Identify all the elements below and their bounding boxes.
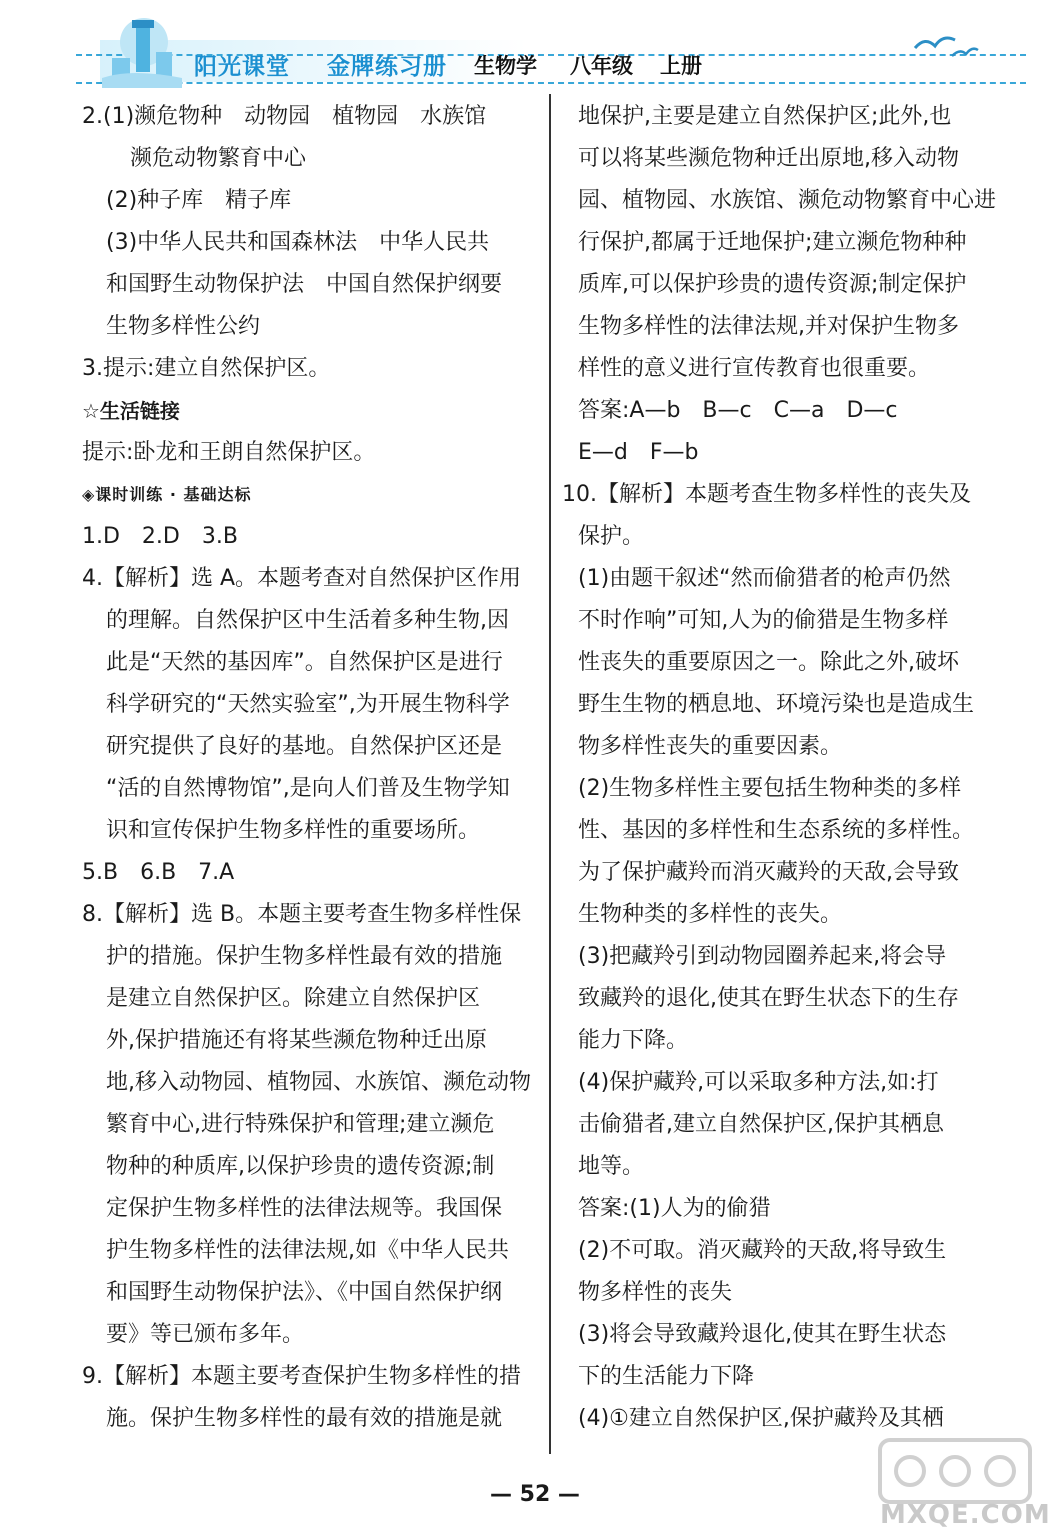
watermark-text: MXQE.COM: [880, 1500, 1051, 1530]
series-title: 金牌练习册: [327, 53, 447, 80]
left-text-line: 的理解。自然保护区中生活着多种生物,因: [106, 608, 509, 633]
right-text-line: 行保护,都属于迁地保护;建立濒危物种种: [578, 230, 967, 255]
left-text-line: 繁育中心,进行特殊保护和管理;建立濒危: [106, 1112, 495, 1137]
right-text-line: 地等。: [578, 1154, 645, 1179]
right-column: [562, 96, 1028, 1440]
right-text-line: E—d F—b: [578, 440, 699, 465]
left-text-line: 和国野生动物保护法 中国自然保护纲要: [106, 272, 503, 297]
left-text-line: 地,移入动物园、植物园、水族馆、濒危动物: [106, 1070, 531, 1095]
right-text-line: (4)①建立自然保护区,保护藏羚及其栖: [578, 1406, 944, 1431]
right-text-line: 能力下降。: [578, 1028, 689, 1053]
left-text-line: 濒危动物繁育中心: [130, 146, 307, 171]
right-text-line: 保护。: [578, 524, 645, 549]
right-text-line: 可以将某些濒危物种迁出原地,移入动物: [578, 146, 959, 171]
left-text-line: 8.【解析】选 B。本题主要考查生物多样性保: [82, 902, 522, 927]
left-text-line: 要》等已颁布多年。: [106, 1322, 305, 1347]
left-text-line: 护的措施。保护生物多样性最有效的措施: [106, 944, 503, 969]
right-text-line: 为了保护藏羚而消灭藏羚的天敌,会导致: [578, 860, 959, 885]
right-text-line: (2)生物多样性主要包括生物种类的多样: [578, 776, 962, 801]
right-text-line: 物多样性的丧失: [578, 1280, 733, 1305]
right-text-line: 地保护,主要是建立自然保护区;此外,也: [578, 104, 952, 129]
left-text-line: 5.B 6.B 7.A: [82, 860, 235, 885]
right-text-line: 园、植物园、水族馆、濒危动物繁育中心进: [578, 188, 997, 213]
brand-title: 阳光课堂: [194, 53, 290, 80]
page-header: [0, 0, 1052, 96]
lighthouse-logo-icon: [92, 8, 192, 88]
volume-label: 上册: [660, 54, 702, 78]
right-text-line: (4)保护藏羚,可以采取多种方法,如:打: [578, 1070, 939, 1095]
page-number: — 52 —: [490, 1482, 580, 1507]
right-text-line: 性丧失的重要原因之一。除此之外,破坏: [578, 650, 959, 675]
left-column: [82, 96, 532, 1440]
right-text-line: 10.【解析】本题考查生物多样性的丧失及: [562, 482, 971, 507]
left-text-line: 是建立自然保护区。除建立自然保护区: [106, 986, 481, 1011]
right-text-line: (1)由题干叙述“然而偷猎者的枪声仍然: [578, 566, 951, 591]
left-text-line: ☆生活链接: [82, 399, 180, 423]
right-text-line: 击偷猎者,建立自然保护区,保护其栖息: [578, 1112, 944, 1137]
right-text-line: 答案:(1)人为的偷猎: [578, 1196, 771, 1221]
left-text-line: 护生物多样性的法律法规,如《中华人民共: [106, 1238, 509, 1263]
left-text-line: 1.D 2.D 3.B: [82, 524, 238, 549]
birds-icon: [910, 26, 980, 66]
left-text-line: 提示:卧龙和王朗自然保护区。: [82, 440, 376, 465]
right-text-line: (3)把藏羚引到动物园圈养起来,将会导: [578, 944, 947, 969]
left-text-line: 科学研究的“天然实验室”,为开展生物科学: [106, 692, 510, 717]
left-text-line: “活的自然博物馆”,是向人们普及生物学知: [106, 776, 510, 801]
left-text-line: 4.【解析】选 A。本题考查对自然保护区作用: [82, 566, 522, 591]
column-divider: [549, 94, 551, 1454]
left-text-line: (3)中华人民共和国森林法 中华人民共: [106, 230, 490, 255]
left-text-line: 研究提供了良好的基地。自然保护区还是: [106, 734, 503, 759]
right-text-line: 生物种类的多样性的丧失。: [578, 902, 843, 927]
left-text-line: 此是“天然的基因库”。自然保护区是进行: [106, 650, 503, 675]
right-text-line: (3)将会导致藏羚退化,使其在野生状态: [578, 1322, 947, 1347]
left-text-line: 施。保护生物多样性的最有效的措施是就: [106, 1406, 503, 1431]
right-text-line: 样性的意义进行宣传教育也很重要。: [578, 356, 931, 381]
right-text-line: 物多样性丧失的重要因素。: [578, 734, 843, 759]
right-text-line: 不时作响”可知,人为的偷猎是生物多样: [578, 608, 949, 633]
subject-label: 生物学: [474, 54, 537, 78]
left-text-line: 2.(1)濒危物种 动物园 植物园 水族馆: [82, 104, 487, 129]
right-text-line: (2)不可取。消灭藏羚的天敌,将导致生: [578, 1238, 947, 1263]
right-text-line: 答案:A—b B—c C—a D—c: [578, 398, 898, 423]
right-text-line: 野生生物的栖息地、环境污染也是造成生: [578, 692, 975, 717]
grade-label: 八年级: [570, 54, 633, 78]
left-text-line: 定保护生物多样性的法律法规等。我国保: [106, 1196, 503, 1221]
left-text-line: 3.提示:建立自然保护区。: [82, 356, 331, 381]
left-text-line: (2)种子库 精子库: [106, 188, 292, 213]
left-text-line: 9.【解析】本题主要考查保护生物多样性的措: [82, 1364, 521, 1389]
left-text-line: 和国野生动物保护法》、《中国自然保护纲: [106, 1280, 503, 1305]
right-text-line: 致藏羚的退化,使其在野生状态下的生存: [578, 986, 959, 1011]
right-text-line: 下的生活能力下降: [578, 1364, 755, 1389]
right-text-line: 质库,可以保护珍贵的遗传资源;制定保护: [578, 272, 967, 297]
left-text-line: 物种的种质库,以保护珍贵的遗传资源;制: [106, 1154, 495, 1179]
right-text-line: 性、基因的多样性和生态系统的多样性。: [578, 818, 975, 843]
left-text-line: ◈课时训练 · 基础达标: [82, 485, 252, 504]
right-text-line: 生物多样性的法律法规,并对保护生物多: [578, 314, 959, 339]
left-text-line: 生物多样性公约: [106, 314, 261, 339]
left-text-line: 外,保护措施还有将某些濒危物种迁出原: [106, 1028, 487, 1053]
left-text-line: 识和宣传保护生物多样性的重要场所。: [106, 818, 481, 843]
